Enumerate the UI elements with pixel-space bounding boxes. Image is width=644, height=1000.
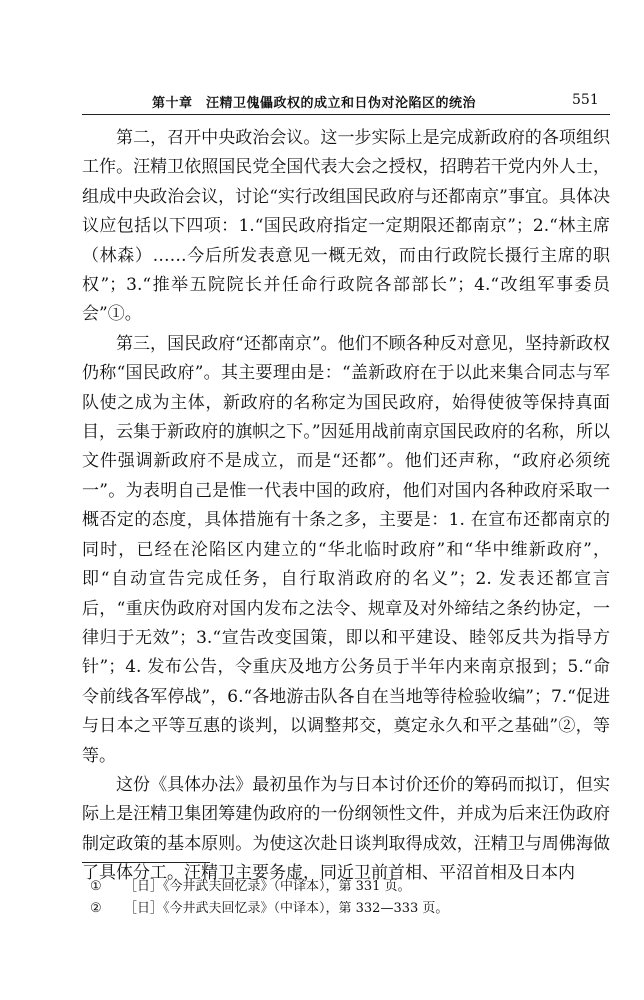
body-text bbox=[82, 124, 610, 889]
paragraph: 这份《具体办法》最初虽作为与日本讨价还价的筹码而拟订，但实际上是汪精卫集团筹建伪政府的一份纲领性文件，并成为后来汪伪政府制定政策的基本原则。为使这次赴日谈判取得成效，汪精卫与周佛海做了具体分工。汪精卫主要务虚，同近卫前首相、平沼首相及日本内 bbox=[82, 774, 610, 884]
footnote-mark: ② bbox=[90, 901, 102, 916]
footnote bbox=[90, 876, 600, 898]
footnote-text: ［日］《今井武夫回忆录》（中译本），第 331 页。 bbox=[124, 879, 411, 894]
footnotes bbox=[90, 876, 600, 920]
footnote-rule bbox=[82, 862, 210, 863]
footnote-mark: ① bbox=[90, 879, 102, 894]
footnote bbox=[90, 898, 600, 920]
running-head bbox=[0, 88, 644, 118]
footnote-text: ［日］《今井武夫回忆录》（中译本），第 332—333 页。 bbox=[124, 901, 449, 916]
page-number: 551 bbox=[572, 92, 599, 108]
paragraph: 第二，召开中央政治会议。这一步实际上是完成新政府的各项组织工作。汪精卫依照国民党全国代表大会之授权，招聘若干党内外人士，组成中央政治会议，讨论“实行改组国民政府与还都南京”事宜。具体决议应包括以下四项：1.“国民政府指定一定期限还都南京”；2.“林主席（林森）……今后所发表意见一概无效，而由行政院长摄行主席的职权”；3.“推举五院院长并任命行政院各部部长”；4.“改组军事委员会”①。 bbox=[82, 128, 610, 325]
running-title: 第十章 汪精卫傀儡政权的成立和日伪对沦陷区的统治 bbox=[152, 96, 477, 111]
paragraph: 第三，国民政府“还都南京”。他们不顾各种反对意见，坚持新政权仍称“国民政府”。其主要理由是：“盖新政府在于以此来集合同志与军队使之成为主体，新政府的名称定为国民政府，始得使彼等保持真面目，云集于新政府的旗帜之下。”因延用战前南京国民政府的名称，所以文件强调新政府不是成立，而是“还都”。他们还声称，“政府必须统一”。为表明自己是惟一代表中国的政府，他们对国内各种政府采取一概否定的态度，具体措施有十条之多，主要是：1. 在宣布还都南京的同时，已经在沦陷区内建立的“华北临时政府”和“华中维新政府”，即“自动宣告完成任务，自行取消政府的名义”；2. 发表还都宣言后，“重庆伪政府对国内发布之法令、规章及对外缔结之条约协定，一律归于无效”；3.“宣告改变国策，即以和平建设、睦邻反共为指导方针”；4. 发布公告，令重庆及地方公务员于半年内来南京报到；5.“命令前线各军停战”，6.“各地游击队各自在当地等待检验收编”；7.“促进与日本之平等互惠的谈判，以调整邦交，奠定永久和平之基础”②，等等。 bbox=[82, 333, 610, 766]
header-rule bbox=[82, 114, 610, 115]
